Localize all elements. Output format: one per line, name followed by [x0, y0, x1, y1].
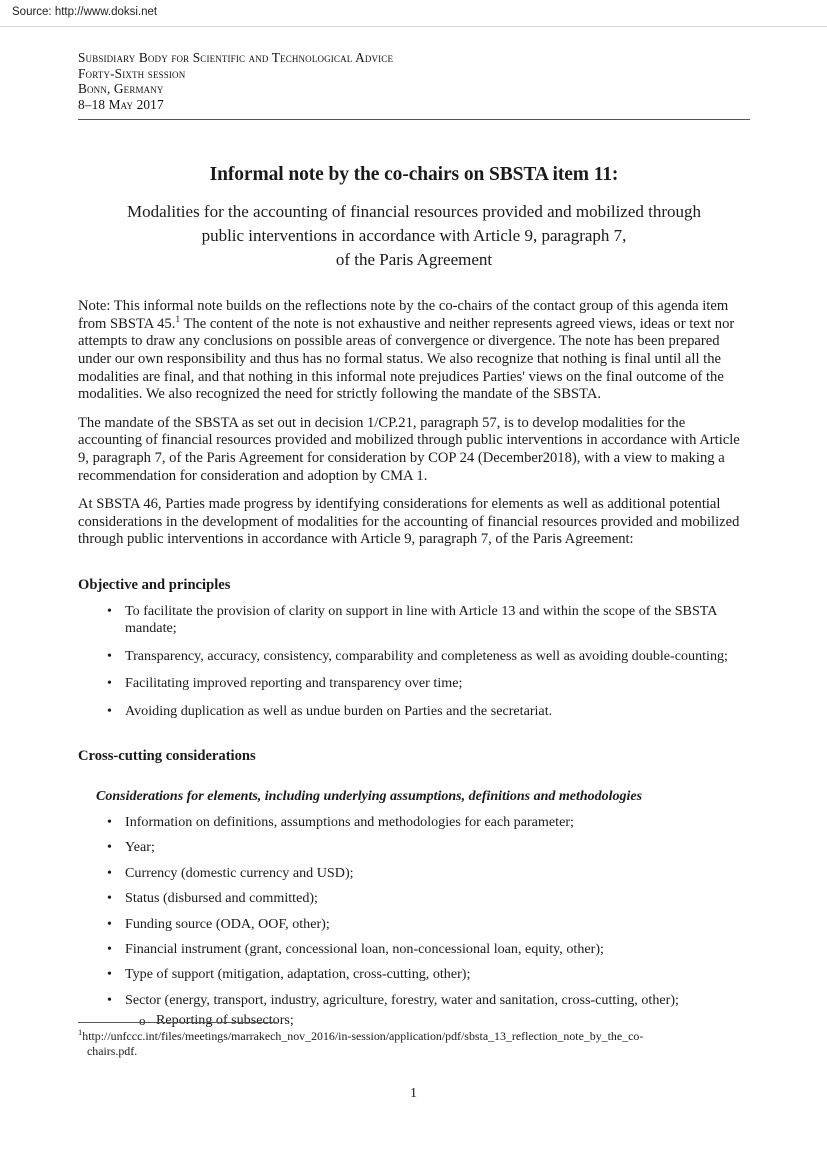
page-number: 1 — [410, 1086, 417, 1101]
page-title: Informal note by the co-chairs on SBSTA item 11: — [209, 164, 619, 186]
bullet-icon: • — [107, 603, 112, 619]
footnote-reference-1[interactable]: 1 — [175, 314, 181, 325]
paragraph-mandate: The mandate of the SBSTA as set out in decision 1/CP.21, paragraph 57, is to develop modalities for the accounting of financial resources provided and mobilized through public interventions in accordance with Article 9, paragraph 7, of the Paris Agreement for consideration by COP 24 (December2018), with a view to making a recommendation for consideration and adoption by CMA 1. — [78, 414, 740, 484]
bullet-icon: • — [107, 916, 112, 932]
meeting-header-line-body: Subsidiary Body for Scientific and Technological Advice — [78, 50, 394, 65]
section-heading-objective: Objective and principles — [78, 576, 231, 593]
list-item — [78, 890, 750, 907]
list-item — [78, 839, 750, 856]
list-item-label: Currency (domestic currency and USD); — [125, 864, 354, 881]
meeting-header-line-session: Forty-Sixth session — [78, 65, 186, 81]
source-bar — [0, 0, 827, 27]
list-item-label: Information on definitions, assumptions and methodologies for each parameter; — [125, 813, 574, 830]
bullet-icon: • — [107, 648, 112, 664]
section-heading-cross-cutting: Cross-cutting considerations — [78, 747, 256, 764]
header-divider — [78, 119, 750, 120]
page-subtitle-line-2: public interventions in accordance with Article 9, paragraph 7, — [201, 225, 627, 245]
page-content — [78, 50, 750, 1038]
list-item — [78, 648, 750, 665]
bullet-icon: • — [107, 865, 112, 881]
bullet-icon: • — [107, 814, 112, 830]
list-item — [78, 941, 750, 958]
list-item-label: Status (disbursed and committed); — [125, 890, 318, 907]
list-item-label: Year; — [125, 839, 155, 856]
paragraph-note-part2: The content of the note is not exhaustive and neither represents agreed views, ideas or text nor attempts to draw any conclusions on possible areas of convergence or divergence. The note has been prepared under our own responsibility and thus has no formal status. We also recognize that nothing is final until all the modalities are final, and that nothing in this informal note prejudices Parties' views on the final outcome of the modalities. We also recognized the need for strictly following the mandate of the SBSTA. — [78, 315, 735, 403]
list-item — [78, 916, 750, 933]
cross-cutting-bullet-list — [78, 805, 750, 1030]
subsection-heading-considerations: Considerations for elements, including underlying assumptions, definitions and methodologies — [96, 788, 643, 804]
list-item — [78, 814, 750, 831]
list-item-label: Financial instrument (grant, concessional loan, non-concessional loan, equity, other); — [125, 940, 604, 957]
paragraph-progress: At SBSTA 46, Parties made progress by identifying considerations for elements as well as additional potential considerations in the development of modalities for the accounting of financial resources provided and mobilized through public interventions in accordance with Article 9, paragraph 7, of the Paris Agreement: — [78, 496, 740, 548]
footnote-entry-1 — [78, 1029, 750, 1059]
list-item-label: Sector (energy, transport, industry, agriculture, forestry, water and sanitation, cross-cutting, other); — [125, 991, 679, 1008]
footnote-url-line-2[interactable]: chairs.pdf. — [87, 1044, 138, 1058]
footnote-divider — [78, 1022, 277, 1023]
list-item — [78, 865, 750, 882]
bullet-icon: • — [107, 891, 112, 907]
footnote-area — [78, 1022, 750, 1059]
list-item — [78, 603, 750, 638]
list-item — [78, 703, 750, 720]
circle-bullet-icon: o — [139, 1013, 146, 1029]
bullet-icon: • — [107, 703, 112, 719]
bullet-icon: • — [107, 941, 112, 957]
page-subtitle-line-3: of the Paris Agreement — [335, 249, 493, 269]
page-subtitle-line-1: Modalities for the accounting of financial resources provided and mobilized through — [126, 202, 702, 222]
meeting-header-line-dates: 8–18 May 2017 — [78, 96, 164, 112]
paragraph-note-part1: Note: This informal note builds on the reflections note by the co-chairs of the contact group of this agenda item from SBSTA 45. — [78, 298, 729, 332]
document-page — [0, 28, 827, 1170]
meeting-header-line-location: Bonn, Germany — [78, 81, 164, 97]
bullet-icon: • — [107, 676, 112, 692]
list-item-label: Facilitating improved reporting and transparency over time; — [125, 675, 463, 692]
bullet-icon: • — [107, 992, 112, 1008]
bullet-icon: • — [107, 967, 112, 983]
page-subtitle — [78, 187, 750, 271]
source-label: Source: http://www.doksi.net — [12, 6, 158, 18]
list-item-label: Avoiding duplication as well as undue burden on Parties and the secretariat. — [125, 702, 553, 719]
list-item-label: Funding source (ODA, OOF, other); — [125, 915, 330, 932]
list-item — [78, 966, 750, 983]
list-item-label: To facilitate the provision of clarity on support in line with Article 13 and within the scope of the SBSTA mandate; — [125, 602, 717, 637]
list-item — [78, 675, 750, 692]
paragraph-note — [78, 271, 750, 404]
list-item-label: Reporting of subsectors; — [156, 1012, 294, 1029]
footnote-url-line-1[interactable]: http://unfccc.int/files/meetings/marrakech_nov_2016/in-session/application/pdf/sbsta_13_reflection_note_by_the_co- — [82, 1029, 644, 1043]
objective-bullet-list — [78, 594, 750, 720]
footnote-marker: 1 — [78, 1027, 83, 1038]
meeting-header — [78, 50, 750, 112]
list-item-label: Type of support (mitigation, adaptation, cross-cutting, other); — [125, 966, 471, 983]
bullet-icon: • — [107, 840, 112, 856]
list-item-label: Transparency, accuracy, consistency, comparability and completeness as well as avoiding double-counting; — [125, 647, 728, 664]
